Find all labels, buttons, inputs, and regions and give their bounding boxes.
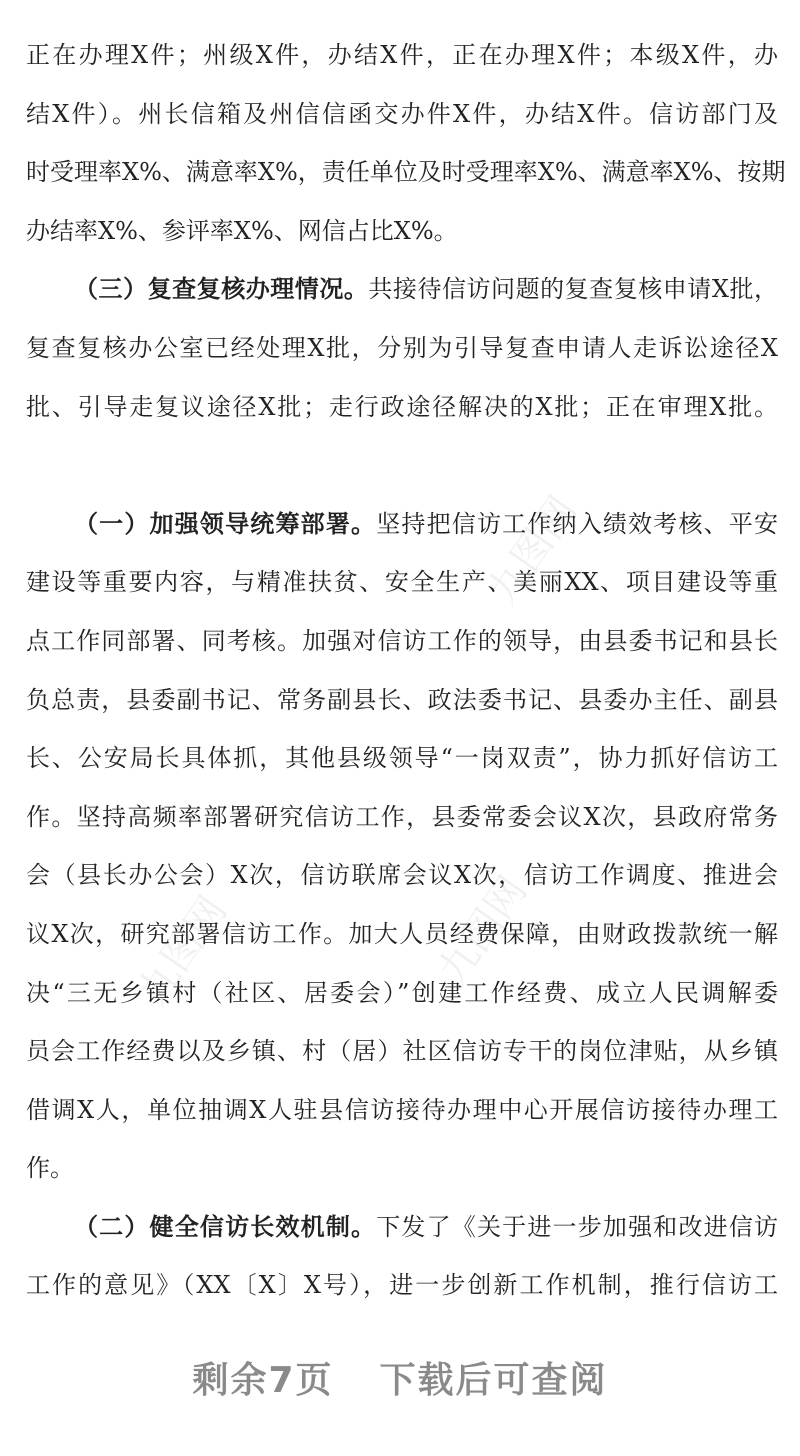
section-text: 共接待信访问题的复查复核申请X批， xyxy=(368,275,778,304)
text-line: 负总责，县委副书记、常务副县长、政法委书记、县委办主任、副县 xyxy=(26,685,778,714)
text-line: 建设等重要内容，与精准扶贫、安全生产、美丽XX、项目建设等重 xyxy=(26,568,778,597)
text-line: 批、引导走复议途径X批；走行政途径解决的X批；正在审理X批。 xyxy=(26,392,778,421)
section-1-first-line xyxy=(26,495,778,554)
text-line: 正在办理X件；州级X件，办结X件，正在办理X件；本级X件，办 xyxy=(26,41,778,69)
section-3-first-line xyxy=(26,260,778,319)
text-line: 点工作同部署、同考核。加强对信访工作的领导，由县委书记和县长 xyxy=(26,626,778,655)
text-line: 时受理率X%、满意率X%，责任单位及时受理率X%、满意率X%、按期 xyxy=(26,158,786,187)
text-line: 工作的意见》（XX〔X〕X号），进一步创新工作机制，推行信访工 xyxy=(26,1271,778,1300)
text-line: 借调X人，单位抽调X人驻县信访接待办理中心开展信访接待办理工 xyxy=(26,1095,778,1124)
section-heading-bold: （一）加强领导统筹部署。 xyxy=(74,508,377,538)
remaining-pages-label: 剩余7页 xyxy=(192,1360,334,1401)
text-line: 办结率X%、参评率X%、网信占比X%。 xyxy=(26,216,458,245)
section-text: 坚持把信访工作纳入绩效考核、平安 xyxy=(376,509,779,538)
document-body xyxy=(26,26,786,1315)
section-2-first-line xyxy=(26,1198,778,1257)
text-line: 结X件）。州长信箱及州信信函交办件X件，办结X件。信访部门及 xyxy=(26,99,778,128)
text-line: 员会工作经费以及乡镇、村（居）社区信访专干的岗位津贴，从乡镇 xyxy=(26,1037,778,1066)
chapter-heading xyxy=(26,436,778,495)
text-line: 作。 xyxy=(26,1154,74,1183)
section-heading-bold: （二）健全信访长效机制。 xyxy=(74,1211,377,1241)
text-line: 作。坚持高频率部署研究信访工作，县委常委会议X次，县政府常务 xyxy=(26,802,778,831)
text-line: 会（县长办公会）X次，信访联席会议X次，信访工作调度、推进会 xyxy=(26,861,778,890)
text-line: 决“三无乡镇村（社区、居委会）”创建工作经费、成立人民调解委 xyxy=(26,978,778,1007)
watermark-text: 九图网 xyxy=(129,888,237,1013)
watermark-text: 九图网 xyxy=(479,488,587,613)
section-heading-bold: （三）复查复核办理情况。 xyxy=(74,274,369,304)
section-text: 下发了《关于进一步加强和改进信访 xyxy=(376,1212,779,1241)
download-to-view-label: 下载后可查阅 xyxy=(379,1360,608,1401)
text-line: 议X次，研究部署信访工作。加大人员经费保障，由财政拨款统一解 xyxy=(26,919,778,948)
download-prompt-banner[interactable] xyxy=(0,1352,800,1403)
watermark-text: 九图网 xyxy=(429,868,537,993)
text-line: 复查复核办公室已经处理X批，分别为引导复查申请人走诉讼途径X xyxy=(26,333,778,362)
text-line: 长、公安局长具体抓，其他县级领导“一岗双责”，协力抓好信访工 xyxy=(26,744,778,773)
